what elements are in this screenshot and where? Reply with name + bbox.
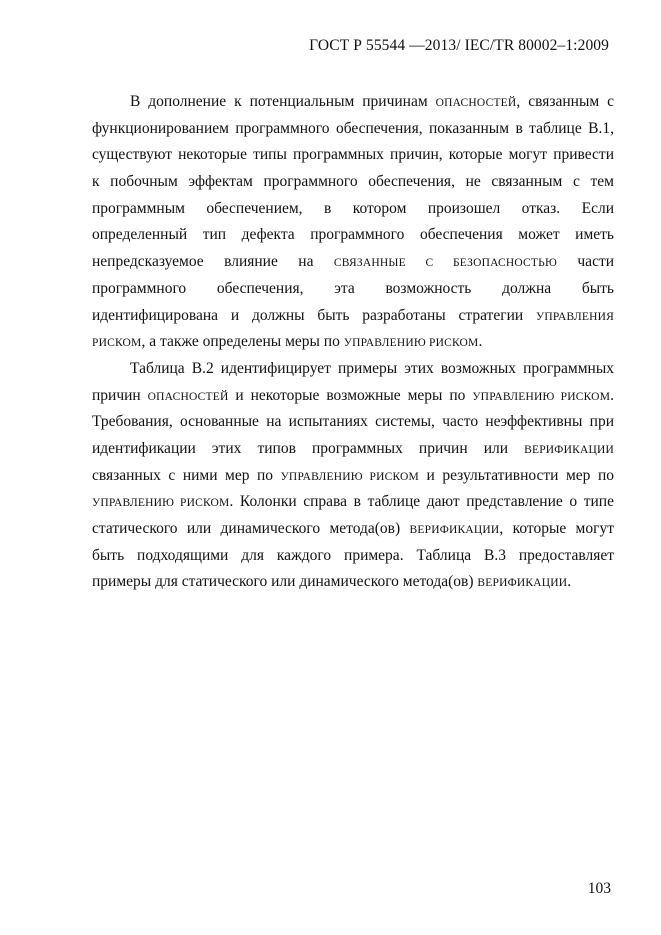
term-smallcaps: ВЕРИФИКАЦИИ (524, 443, 614, 456)
text-line (92, 383, 614, 410)
text-line (92, 329, 614, 356)
text-run: . Колонки справа в таблице дают представление о типе (229, 493, 614, 511)
term-smallcaps: УПРАВЛЕНИЮ РИСКОМ (92, 497, 230, 510)
text-line (92, 409, 614, 436)
text-line (92, 196, 614, 223)
text-run: определенный тип дефекта программного обеспечения может иметь (92, 226, 614, 244)
text-line (92, 169, 614, 196)
term-smallcaps: УПРАВЛЕНИЮ РИСКОМ (280, 470, 419, 483)
paragraph (92, 356, 614, 596)
text-run: , а также определены меры по (141, 333, 344, 351)
term-smallcaps: ОПАСНОСТЕЙ (147, 390, 229, 403)
text-run: программным обеспечением, в котором произошел отказ. Если (92, 199, 614, 217)
text-run: Требования, основанные на испытаниях системы, часто неэффективны при (92, 413, 614, 431)
term-smallcaps: СВЯЗАННЫЕ С БЕЗОПАСНОСТЬЮ (333, 257, 557, 270)
text-run: статического или динамического метода(ов) (92, 520, 410, 537)
term-smallcaps: РИСКОМ (92, 337, 142, 350)
text-run: к побочным эффектам программного обеспечения, не связанным с тем (92, 173, 614, 191)
text-run: , связанным с (516, 93, 614, 110)
text-run: и результативности мер по (418, 466, 614, 484)
term-smallcaps: ВЕРИФИКАЦИИ (477, 577, 568, 590)
text-run: Таблица В.2 идентифицирует примеры этих возможных программных (130, 359, 614, 377)
text-run: функционированием программного обеспечения, показанным в таблице В.1, (92, 119, 614, 137)
page-number: 103 (587, 880, 611, 897)
text-line (92, 142, 614, 169)
text-run: причин (92, 386, 148, 404)
text-line (92, 276, 614, 303)
text-run: быть подходящими для каждого примера. Таблица В.3 предоставляет (92, 546, 614, 564)
document-header: ГОСТ Р 55544 —2013/ IEC/TR 80002–1:2009 (309, 37, 609, 54)
term-smallcaps: УПРАВЛЕНИЮ РИСКОМ (343, 337, 479, 350)
text-line (92, 436, 614, 463)
text-line (92, 116, 614, 143)
text-line (92, 303, 614, 330)
text-run: и некоторые возможные меры по (228, 386, 473, 404)
text-line (92, 543, 614, 570)
text-run: . (478, 333, 483, 351)
term-smallcaps: ВЕРИФИКАЦИИ (409, 524, 500, 536)
text-run: непредсказуемое влияние на (92, 253, 334, 271)
text-line (92, 249, 614, 276)
text-run: . (610, 386, 614, 404)
text-line (92, 89, 614, 116)
text-line (92, 516, 614, 543)
paragraph (92, 89, 614, 356)
text-run: идентификации этих типов программных причин или (92, 439, 525, 457)
text-line (92, 569, 614, 596)
text-run: примеры для статического или динамического метода(ов) (92, 573, 478, 591)
text-run: В дополнение к потенциальным причинам (130, 93, 436, 110)
body-text (92, 89, 614, 596)
text-run: части (556, 253, 615, 271)
text-run: идентифицирована и должны быть разработаны стратегии (92, 306, 536, 324)
text-line (92, 222, 614, 249)
text-line (92, 463, 614, 490)
term-smallcaps: ОПАСНОСТЕЙ (435, 97, 517, 109)
text-run: программного обеспечения, эта возможность должна быть (92, 279, 614, 297)
text-line (92, 489, 614, 516)
text-line (92, 356, 614, 383)
term-smallcaps: УПРАВЛЕНИЯ (535, 310, 614, 323)
text-run: . (567, 573, 572, 591)
text-run: существуют некоторые типы программных причин, которые могут привести (92, 146, 614, 164)
text-run: , которые могут (499, 520, 614, 537)
term-smallcaps: УПРАВЛЕНИЮ РИСКОМ (472, 390, 611, 403)
text-run: связанных с ними мер по (92, 466, 281, 484)
